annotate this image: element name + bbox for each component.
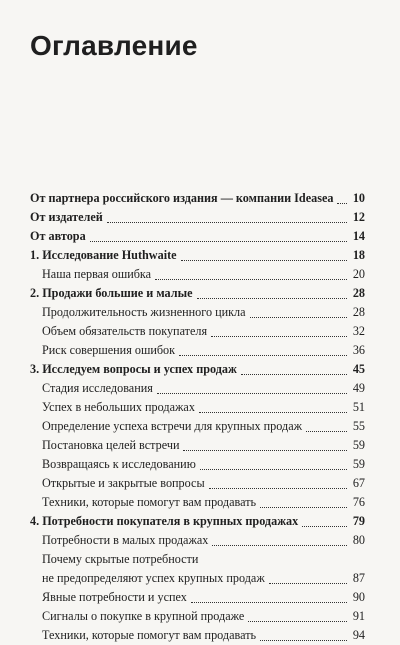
toc-entry-page-number: 87 [352, 571, 365, 585]
toc-entry-title: Открытые и закрытые вопросы [42, 476, 205, 490]
toc-entry-page-number: 28 [352, 286, 365, 300]
toc-entry-page-number: 67 [352, 476, 365, 490]
table-of-contents [30, 189, 365, 645]
toc-entry-title: Наша первая ошибка [42, 267, 152, 281]
toc-entry-page-number: 59 [352, 438, 365, 452]
toc-entry-title: Стадия исследования [42, 381, 153, 395]
toc-entry-page-number: 18 [352, 248, 365, 262]
toc-entry-title: 4. Потребности покупателя в крупных продажах [30, 514, 299, 528]
toc-entry-title: Успех в небольших продажах [42, 400, 195, 414]
dot-leader [248, 621, 347, 622]
toc-entry-page-number: 10 [352, 191, 365, 205]
toc-entry-title: 2. Продажи большие и малые [30, 286, 193, 300]
toc-entry [30, 379, 365, 398]
toc-entry [30, 569, 365, 588]
toc-entry-title: Риск совершения ошибок [42, 343, 176, 357]
toc-entry [30, 227, 365, 246]
toc-entry-page-number: 59 [352, 457, 365, 471]
toc-entry-page-number: 14 [352, 229, 365, 243]
toc-entry [30, 398, 365, 417]
dot-leader [302, 526, 347, 527]
toc-entry [30, 341, 365, 360]
dot-leader [181, 260, 347, 261]
toc-entry-title: Потребности в малых продажах [42, 533, 209, 547]
dot-leader [209, 488, 347, 489]
dot-leader [197, 298, 347, 299]
dot-leader [260, 640, 347, 641]
toc-entry [30, 360, 365, 379]
toc-entry [30, 303, 365, 322]
dot-leader [107, 222, 347, 223]
toc-entry [30, 531, 365, 550]
toc-entry-title: Явные потребности и успех [42, 590, 187, 604]
toc-entry-page-number: 28 [352, 305, 365, 319]
dot-leader [337, 203, 347, 204]
toc-entry-title: От партнера российского издания — компании Ideasea [30, 191, 334, 205]
toc-entry-title: Сигналы о покупке в крупной продаже [42, 609, 245, 623]
toc-entry-page-number: 55 [352, 419, 365, 433]
toc-entry-title: Техники, которые помогут вам продавать [42, 495, 257, 509]
dot-leader [211, 336, 347, 337]
dot-leader [191, 602, 347, 603]
toc-entry-page-number: 90 [352, 590, 365, 604]
toc-entry [30, 588, 365, 607]
dot-leader [155, 279, 347, 280]
toc-entry [30, 284, 365, 303]
toc-entry-title: От автора [30, 229, 86, 243]
toc-entry-page-number: 79 [352, 514, 365, 528]
toc-entry-title: От издателей [30, 210, 103, 224]
toc-entry-title: 1. Исследование Huthwaite [30, 248, 177, 262]
toc-entry-title: Почему скрытые потребности [42, 552, 199, 566]
toc-entry-page-number: 36 [352, 343, 365, 357]
toc-entry [30, 322, 365, 341]
dot-leader [90, 241, 347, 242]
toc-entry [30, 474, 365, 493]
toc-entry [30, 436, 365, 455]
toc-entry-title: Определение успеха встречи для крупных продаж [42, 419, 303, 433]
toc-entry-page-number: 49 [352, 381, 365, 395]
page-title: Оглавление [30, 30, 198, 61]
toc-entry [30, 189, 365, 208]
dot-leader [183, 450, 347, 451]
toc-entry-page-number: 76 [352, 495, 365, 509]
dot-leader [241, 374, 347, 375]
dot-leader [250, 317, 347, 318]
dot-leader [306, 431, 347, 432]
toc-entry [30, 455, 365, 474]
toc-entry-title: Объем обязательств покупателя [42, 324, 208, 338]
toc-entry-page-number: 32 [352, 324, 365, 338]
toc-entry-title: 3. Исследуем вопросы и успех продаж [30, 362, 237, 376]
toc-entry-title: Возвращаясь к исследованию [42, 457, 196, 471]
toc-entry-page-number: 94 [352, 628, 365, 642]
toc-entry-page-number: 51 [352, 400, 365, 414]
dot-leader [157, 393, 347, 394]
toc-entry [30, 417, 365, 436]
toc-entry [30, 550, 365, 569]
toc-entry-page-number: 91 [352, 609, 365, 623]
toc-entry [30, 493, 365, 512]
dot-leader [269, 583, 347, 584]
dot-leader [179, 355, 347, 356]
toc-entry-page-number: 45 [352, 362, 365, 376]
toc-entry-title: Постановка целей встречи [42, 438, 180, 452]
dot-leader [260, 507, 347, 508]
toc-entry-title: Продолжительность жизненного цикла [42, 305, 246, 319]
toc-entry [30, 265, 365, 284]
toc-entry [30, 607, 365, 626]
toc-entry [30, 208, 365, 227]
toc-entry [30, 246, 365, 265]
toc-entry [30, 626, 365, 645]
toc-entry-title: не предопределяют успех крупных продаж [42, 571, 265, 585]
toc-entry-title: Техники, которые помогут вам продавать [42, 628, 257, 642]
toc-entry-page-number: 20 [352, 267, 365, 281]
toc-entry [30, 512, 365, 531]
toc-entry-page-number: 12 [352, 210, 365, 224]
dot-leader [199, 412, 347, 413]
dot-leader [200, 469, 347, 470]
toc-entry-page-number: 80 [352, 533, 365, 547]
dot-leader [212, 545, 347, 546]
